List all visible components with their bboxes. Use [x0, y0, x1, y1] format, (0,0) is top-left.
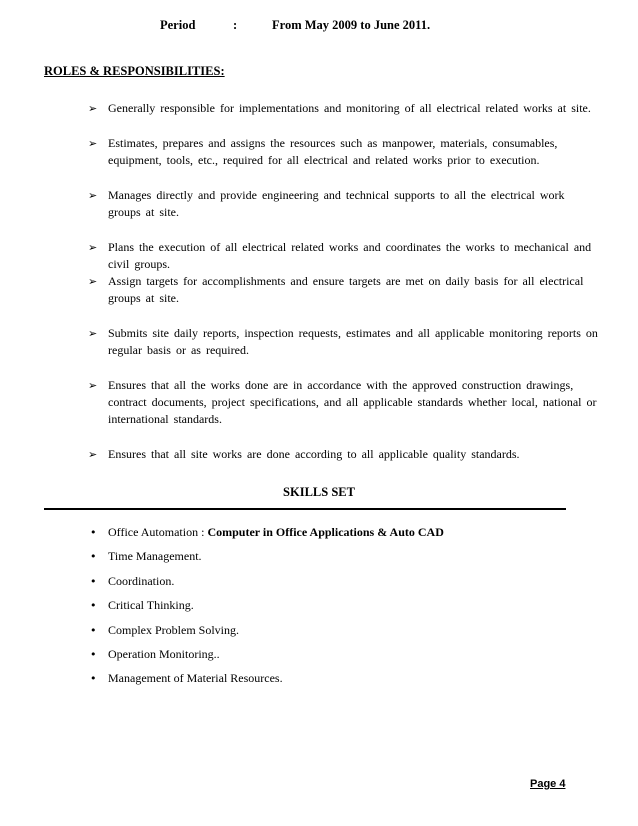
skill-text: Management of Material Resources. [108, 671, 283, 686]
skill-text: Critical Thinking. [108, 598, 194, 613]
role-text: Submits site daily reports, inspection requests, estimates and all applicable monitoring reports on regular basis or as required. [108, 326, 598, 357]
arrow-bullet-icon: ➢ [88, 137, 98, 150]
list-item [88, 239, 600, 273]
skill-text: Complex Problem Solving. [108, 622, 240, 637]
list-item [90, 622, 590, 639]
arrow-bullet-icon: ➢ [88, 241, 98, 254]
dot-bullet-icon: • [90, 599, 97, 613]
role-text: Ensures that all the works done are in accordance with the approved construction drawings, contract documents, project specifications, and all applicable standards whether local, national or international standards. [108, 378, 597, 426]
list-item [90, 597, 590, 614]
arrow-bullet-icon: ➢ [88, 102, 98, 115]
arrow-bullet-icon: ➢ [88, 327, 98, 340]
skill-bold-text: Computer in Office Applications & Auto CAD [207, 525, 444, 539]
dot-bullet-icon: • [90, 623, 97, 637]
list-item [88, 377, 600, 428]
list-item [90, 548, 590, 565]
list-item [88, 446, 600, 463]
role-text: Ensures that all site works are done according to all applicable quality standards. [108, 447, 520, 461]
list-item [90, 646, 590, 663]
period-row [0, 18, 638, 36]
arrow-bullet-icon: ➢ [88, 189, 98, 202]
skills-heading: SKILLS SET [283, 485, 355, 499]
role-text: Manages directly and provide engineering and technical supports to all the electrical work groups at site. [108, 188, 565, 219]
list-item [88, 325, 600, 359]
period-colon: : [233, 18, 238, 32]
period-value: From May 2009 to June 2011. [272, 18, 431, 32]
role-text: Estimates, prepares and assigns the resources such as manpower, materials, consumables, equipment, tools, etc., required for all electrical and related works prior to execution. [108, 136, 558, 167]
arrow-bullet-icon: ➢ [88, 275, 98, 288]
skill-prefix: Office Automation : [108, 525, 208, 539]
list-item [88, 135, 600, 169]
section-divider [44, 508, 566, 510]
roles-list [88, 100, 600, 463]
dot-bullet-icon: • [90, 574, 97, 588]
skill-text: Time Management. [108, 549, 202, 564]
roles-heading: ROLES & RESPONSIBILITIES: [44, 64, 225, 78]
arrow-bullet-icon: ➢ [88, 448, 98, 461]
dot-bullet-icon: • [90, 526, 97, 539]
dot-bullet-icon: • [90, 647, 97, 661]
role-text: Assign targets for accomplishments and ensure targets are met on daily basis for all electrical groups at site. [108, 274, 584, 305]
list-item [90, 524, 590, 541]
dot-bullet-icon: • [90, 550, 97, 564]
dot-bullet-icon: • [90, 672, 97, 686]
list-item [88, 187, 600, 221]
role-text: Plans the execution of all electrical related works and coordinates the works to mechanical and civil groups. [108, 240, 592, 271]
skills-list [90, 524, 590, 695]
list-item [90, 670, 590, 687]
period-label: Period [160, 18, 196, 32]
list-item [88, 273, 600, 307]
role-text: Generally responsible for implementations and monitoring of all electrical related works at site. [108, 101, 591, 115]
skill-text: Operation Monitoring.. [108, 646, 220, 661]
skill-text: Coordination. [108, 573, 175, 588]
page-number: Page 4 [530, 778, 566, 790]
arrow-bullet-icon: ➢ [88, 379, 98, 392]
list-item [88, 100, 600, 117]
list-item [90, 573, 590, 590]
